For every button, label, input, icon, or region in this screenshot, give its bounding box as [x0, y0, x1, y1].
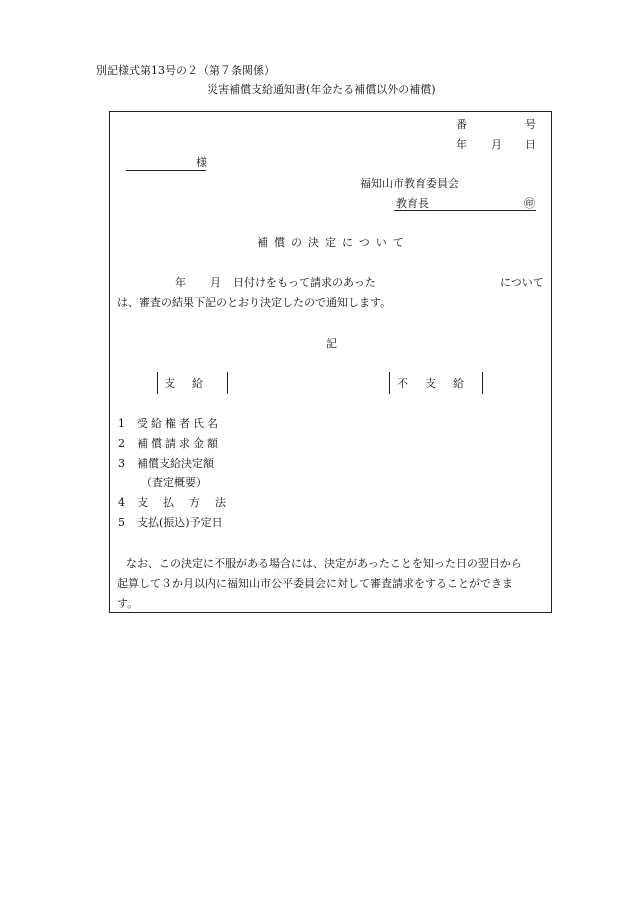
date-year-label: 年: [456, 138, 467, 151]
item-num: 2: [118, 437, 125, 450]
issuer-title: 教育長: [396, 197, 429, 210]
number-label-go: 号: [525, 118, 536, 131]
item-num: 3: [118, 457, 125, 470]
pay-bracket-left: [157, 372, 158, 394]
date-month-label: 月: [491, 138, 502, 151]
issuer-org: 福知山市教育委員会: [360, 177, 459, 190]
item-label: （査定概要）: [141, 476, 207, 489]
date-day-label: 日: [525, 138, 536, 151]
ki-label: 記: [326, 337, 337, 350]
body-month: 月: [210, 276, 221, 289]
body-year: 年: [175, 276, 186, 289]
body-line2: は、審査の結果下記のとおり決定したので通知します。: [117, 296, 392, 309]
item-label: 補償請求金額: [137, 437, 221, 450]
body-line1-end: について: [500, 276, 544, 289]
item-num: 1: [118, 417, 125, 430]
issuer-underline: [394, 210, 536, 211]
subject-title: 補償の決定について: [257, 236, 410, 249]
item-label: 受給権者氏名: [137, 417, 221, 430]
pay-bracket-right: [227, 372, 228, 394]
item-num: 4: [118, 496, 125, 509]
item-label: 補償支給決定額: [137, 457, 214, 470]
seal-mark: ㊞: [524, 197, 535, 210]
body-line1: 日付けをもって請求のあった: [233, 276, 376, 289]
nopay-bracket-right: [482, 372, 483, 394]
nopay-bracket-left: [389, 372, 390, 394]
notice-line3: す。: [117, 597, 139, 610]
notice-line2: 起算して３か月以内に福知山市公平委員会に対して審査請求をすることができま: [117, 577, 513, 590]
number-label-ban: 番: [456, 118, 467, 131]
pay-label: 支 給: [164, 377, 206, 390]
addressee-sama: 様: [196, 156, 207, 169]
item-label: 支払(振込)予定日: [137, 516, 223, 529]
item-num: 5: [118, 516, 125, 529]
notice-line1: なお、この決定に不服がある場合には、決定があったことを知った日の翌日から: [126, 557, 522, 570]
form-frame: [109, 111, 552, 613]
form-label: 別記様式第13号の２（第７条関係）: [96, 64, 275, 77]
addressee-underline: [126, 170, 206, 171]
form-title: 災害補償支給通知書(年金たる補償以外の補償): [207, 83, 436, 96]
nopay-label: 不 支 給: [397, 377, 467, 390]
item-label: 支払方法: [137, 496, 241, 509]
